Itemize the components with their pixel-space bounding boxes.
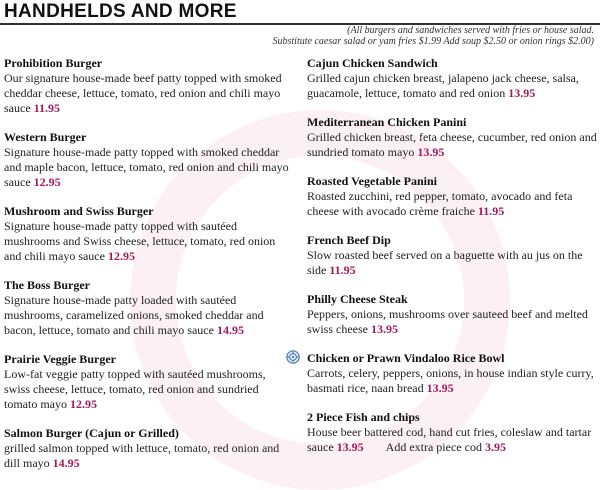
menu-item-cajun-chicken-sandwich	[307, 56, 597, 115]
item-description	[307, 130, 597, 160]
item-description	[307, 307, 597, 337]
menu-item-salmon-burger	[4, 426, 292, 471]
extra-piece-price: 3.95	[484, 440, 506, 454]
menu-item-mediterranean-chicken-panini	[307, 115, 597, 174]
item-name: 2 Piece Fish and chips	[307, 410, 420, 424]
menu-item-prohibition-burger	[4, 56, 292, 130]
item-price: 12.95	[107, 249, 135, 263]
menu-item-vindaloo-rice-bowl	[307, 351, 597, 410]
item-name: Salmon Burger (Cajun or Grilled)	[4, 426, 179, 440]
item-price: 12.95	[70, 397, 97, 411]
item-description-text: Our signature house-made beef patty topped with smoked cheddar cheese, lettuce, tomato, red onion and chili mayo sauce	[4, 71, 282, 115]
menu-item-french-beef-dip	[307, 233, 597, 292]
item-description-text: Peppers, onions, mushrooms over sauteed beef and melted swiss cheese	[307, 307, 588, 336]
menu-item-boss-burger	[4, 278, 292, 352]
item-name: Mushroom and Swiss Burger	[4, 204, 154, 218]
item-description-text: House beer battered cod, hand cut fries, coleslaw and tartar sauce	[307, 425, 592, 454]
menu-item-fish-and-chips	[307, 410, 597, 455]
item-price: 13.95	[426, 381, 454, 395]
item-description	[307, 425, 597, 455]
item-price: 13.95	[336, 440, 364, 454]
serving-note	[273, 25, 594, 47]
item-description	[307, 71, 597, 101]
item-name: Western Burger	[4, 130, 87, 144]
item-price: 11.95	[33, 101, 60, 115]
menu-column-left	[4, 56, 292, 471]
item-name: Cajun Chicken Sandwich	[307, 56, 438, 70]
item-description	[307, 366, 597, 396]
menu-column-right	[307, 56, 597, 455]
item-description	[4, 71, 292, 116]
item-price: 14.95	[216, 323, 244, 337]
item-name: Roasted Vegetable Panini	[307, 174, 438, 188]
item-description-text: Roasted zucchini, red pepper, tomato, avocado and feta cheese with avocado crème fraiche	[307, 189, 573, 218]
item-description	[307, 248, 597, 278]
item-price: 12.95	[33, 175, 61, 189]
serving-note-line-2: Substitute caesar salad or yam fries $1.99 Add soup $2.50 or onion rings $2.00)	[272, 36, 594, 47]
item-description	[4, 145, 292, 190]
item-description	[4, 441, 292, 471]
item-name: Prairie Veggie Burger	[4, 352, 116, 366]
menu-item-western-burger	[4, 130, 292, 204]
item-price: 13.95	[508, 86, 536, 100]
extra-piece-label: Add extra piece cod	[385, 440, 482, 454]
item-description-text: Carrots, celery, peppers, onions, in house indian style curry, basmati rice, naan bread	[307, 366, 594, 395]
item-name: Chicken or Prawn Vindaloo Rice Bowl	[307, 351, 505, 365]
item-price: 13.95	[370, 322, 398, 336]
serving-note-line-1: (All burgers and sandwiches served with fries or house salad.	[347, 25, 594, 36]
menu-item-philly-cheese-steak	[307, 292, 597, 351]
item-price: 13.95	[417, 145, 445, 159]
item-description-text: Grilled cajun chicken breast, jalapeno jack cheese, salsa, guacamole, lettuce, tomato and red onion	[307, 71, 579, 100]
item-description-text: Low-fat veggie patty topped with sautéed mushrooms, swiss cheese, lettuce, tomato, red onion and sundried tomato mayo	[4, 367, 266, 411]
item-description	[4, 367, 292, 412]
item-name: French Beef Dip	[307, 233, 391, 247]
menu-item-roasted-vegetable-panini	[307, 174, 597, 233]
item-price: 14.95	[52, 456, 80, 470]
item-price: 11.95	[329, 263, 356, 277]
item-description-text: Signature house-made patty loaded with sautéed mushrooms, caramelized onions, smoked cheddar and bacon, lettuce, tomato and chili mayo sauce	[4, 293, 264, 337]
menu-item-prairie-veggie-burger	[4, 352, 292, 426]
item-name: Prohibition Burger	[4, 56, 103, 70]
item-description-text: grilled salmon topped with lettuce, tomato, red onion and dill mayo	[4, 441, 280, 470]
item-price: 11.95	[477, 204, 505, 218]
item-description-text: Signature house-made patty topped with smoked cheddar and maple bacon, lettuce, tomato, red onion and chili mayo sauce	[4, 145, 289, 189]
item-description	[4, 293, 292, 338]
item-description	[307, 189, 597, 219]
section-header	[0, 0, 600, 24]
item-description-text: Signature house-made patty topped with sautéed mushrooms and Swiss cheese, lettuce, tomato, red onion and chili mayo sauce	[4, 219, 276, 263]
menu-item-mushroom-swiss-burger	[4, 204, 292, 278]
item-description	[4, 219, 292, 264]
item-description-text: Slow roasted beef served on a baguette with au jus on the side	[307, 248, 583, 277]
item-name: The Boss Burger	[4, 278, 91, 292]
item-name: Mediterranean Chicken Panini	[307, 115, 467, 129]
item-name: Philly Cheese Steak	[307, 292, 408, 306]
item-description-text: Grilled chicken breast, feta cheese, cucumber, red onion and sundried tomato mayo	[307, 130, 597, 159]
specialty-badge-icon	[286, 350, 300, 364]
section-title: HANDHELDS AND MORE	[4, 1, 237, 22]
